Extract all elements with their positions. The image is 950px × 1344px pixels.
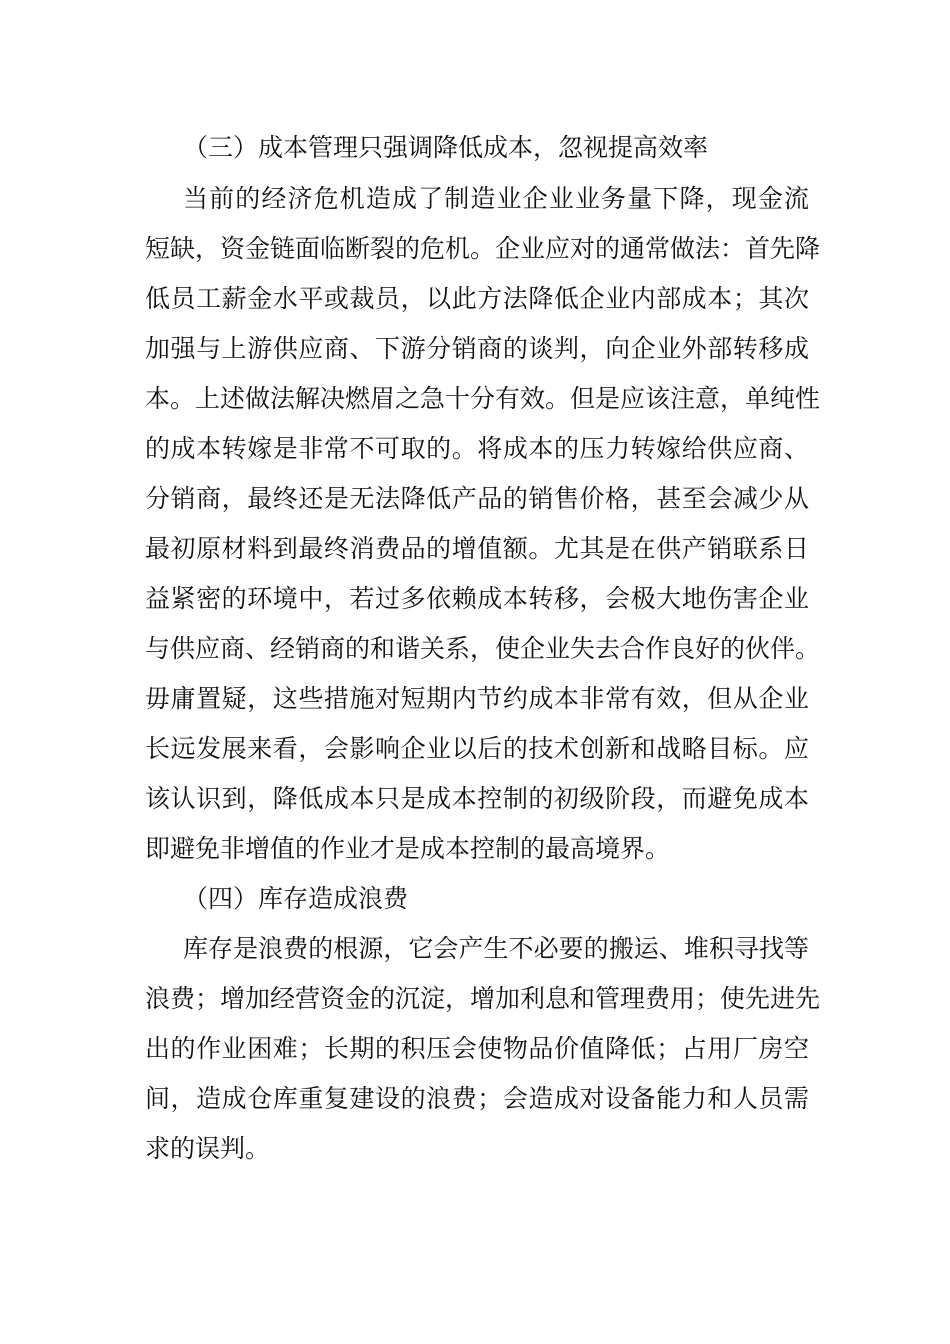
paragraph-line: 分销商，最终还是无法降低产品的销售价格，甚至会减少从 (145, 484, 809, 513)
paragraph-line: 本。上述做法解决燃眉之急十分有效。但是应该注意，单纯性 (145, 384, 821, 413)
paragraph-line: 低员工薪金水平或裁员，以此方法降低企业内部成本；其次 (145, 284, 809, 313)
paragraph-line: 浪费；增加经营资金的沉淀，增加利息和管理费用；使先进先 (145, 984, 821, 1013)
paragraph-line: 当前的经济危机造成了制造业企业业务量下降，现金流 (183, 184, 809, 213)
paragraph-line: 出的作业困难；长期的积压会使物品价值降低；占用厂房空 (145, 1034, 809, 1063)
section-heading-3: （三）成本管理只强调降低成本，忽视提高效率 (183, 133, 709, 162)
paragraph-line: 求的误判。 (145, 1134, 271, 1163)
paragraph-line: 毋庸置疑，这些措施对短期内节约成本非常有效，但从企业 (145, 684, 809, 713)
section-heading-4: （四）库存造成浪费 (183, 884, 409, 913)
paragraph-line: 加强与上游供应商、下游分销商的谈判，向企业外部转移成 (145, 334, 809, 363)
paragraph-line: 长远发展来看，会影响企业以后的技术创新和战略目标。应 (145, 734, 809, 763)
paragraph-line: 间，造成仓库重复建设的浪费；会造成对设备能力和人员需 (145, 1084, 809, 1113)
paragraph-line: 与供应商、经销商的和谐关系，使企业失去合作良好的伙伴。 (145, 634, 821, 663)
paragraph-line: 益紧密的环境中，若过多依赖成本转移，会极大地伤害企业 (145, 584, 809, 613)
paragraph-line: 的成本转嫁是非常不可取的。将成本的压力转嫁给供应商、 (145, 434, 809, 463)
paragraph-line: 库存是浪费的根源，它会产生不必要的搬运、堆积寻找等 (183, 934, 809, 963)
paragraph-line: 最初原材料到最终消费品的增值额。尤其是在供产销联系日 (145, 534, 809, 563)
paragraph-line: 即避免非增值的作业才是成本控制的最高境界。 (145, 834, 671, 863)
paragraph-line: 该认识到，降低成本只是成本控制的初级阶段，而避免成本 (145, 784, 809, 813)
paragraph-line: 短缺，资金链面临断裂的危机。企业应对的通常做法：首先降 (145, 234, 821, 263)
